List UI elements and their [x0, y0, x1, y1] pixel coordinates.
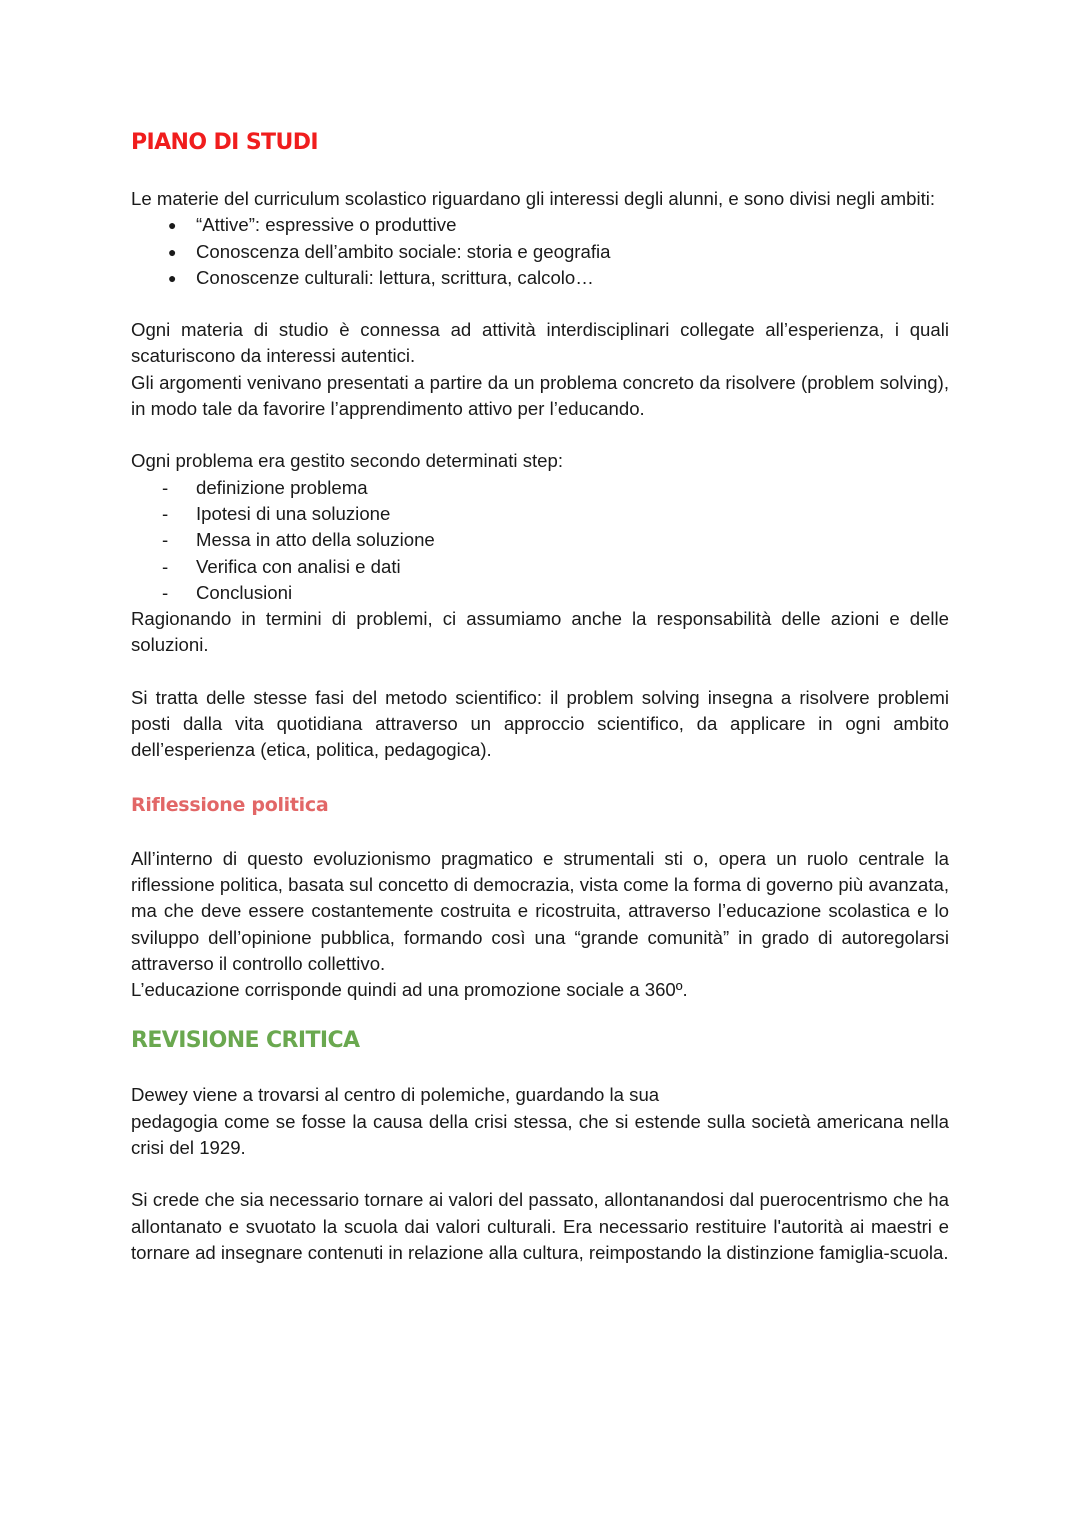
- list-item: ● “Attive”: espressive o produttive: [131, 212, 949, 238]
- paragraph-curriculum-intro: Le materie del curriculum scolastico riguardano gli interessi degli alunni, e sono divisi negli ambiti:: [131, 188, 936, 209]
- list-item: - Messa in atto della soluzione: [131, 527, 949, 553]
- paragraph-responsibility: Ragionando in termini di problemi, ci assumiamo anche la responsabilità delle azioni e delle soluzioni.: [131, 608, 949, 656]
- list-item: - Verifica con analisi e dati: [131, 554, 949, 580]
- paragraph-problem-solving: Gli argomenti venivano presentati a partire da un problema concreto da risolvere (problem solving), in modo tale da favorire l’apprendimento attivo per l’educando.: [131, 371, 949, 420]
- document-page: [131, 128, 949, 1266]
- paragraph-dewey-polemics: pedagogia come se fosse la causa della crisi stessa, che si estende sulla società americana nella crisi del 1929.: [131, 1110, 949, 1159]
- paragraph-dewey-polemics-line1: Dewey viene a trovarsi al centro di polemiche, guardando la sua: [131, 1084, 660, 1106]
- paragraph-interdisciplinary: Ogni materia di studio è connessa ad attività interdisciplinari collegate all’esperienza, i quali scaturiscono da interessi autentici.: [131, 319, 949, 367]
- bullet-icon: ●: [168, 217, 177, 234]
- bullet-icon: ●: [168, 269, 177, 286]
- paragraph-scientific-method: Si tratta delle stesse fasi del metodo scientifico: il problem solving insegna a risolvere problemi posti dalla vita quotidiana attraverso un approccio scientifico, da applicare in ogni ambito dell’esperienza (etica, politica, pedagogica).: [131, 686, 949, 761]
- subjects-bullet-list: [131, 212, 949, 291]
- dash-icon: -: [162, 502, 169, 524]
- list-item: - Ipotesi di una soluzione: [131, 501, 949, 527]
- paragraph-social-promotion: L’educazione corrisponde quindi ad una promozione sociale a 360º.: [131, 979, 688, 1001]
- dash-icon: -: [162, 581, 169, 603]
- section-title-revisione-critica: REVISIONE CRITICA: [131, 1028, 360, 1054]
- section-title-piano-di-studi: PIANO DI STUDI: [131, 130, 318, 155]
- dash-icon: -: [162, 476, 169, 498]
- bullet-icon: ●: [168, 243, 177, 260]
- paragraph-political-reflection: All’interno di questo evoluzionismo pragmatico e strumentali sti o, opera un ruolo centrale la riflessione politica, basata sul concetto di democrazia, vista come la forma di governo più avanzata, ma che deve essere costantemente costruita e ricostruita, attraverso l’educazione scolastica e lo sviluppo dell’opinione pubblica, formando così una “grande comunità” in grado di autoregolarsi attraverso il controllo collettivo.: [131, 847, 949, 974]
- section-title-riflessione-politica: Riflessione politica: [131, 793, 329, 816]
- paragraph-return-to-values: Si crede che sia necessario tornare ai valori del passato, allontanandosi dal puerocentrismo che ha allontanato e svuotato la scuola dai valori culturali. Era necessario restituire l'autorità ai maestri e tornare ad insegnare contenuti in relazione alla cultura, reimpostando la distinzione famiglia-scuola.: [131, 1189, 949, 1263]
- list-item: - definizione problema: [131, 475, 949, 501]
- list-item: ● Conoscenze culturali: lettura, scrittura, calcolo…: [131, 265, 949, 291]
- paragraph-steps-intro: Ogni problema era gestito secondo determinati step:: [131, 450, 564, 472]
- steps-dash-list: [131, 475, 949, 606]
- dash-icon: -: [162, 555, 169, 577]
- list-item: - Conclusioni: [131, 580, 949, 606]
- dash-icon: -: [162, 529, 169, 551]
- list-item: ● Conoscenza dell’ambito sociale: storia e geografia: [131, 239, 949, 265]
